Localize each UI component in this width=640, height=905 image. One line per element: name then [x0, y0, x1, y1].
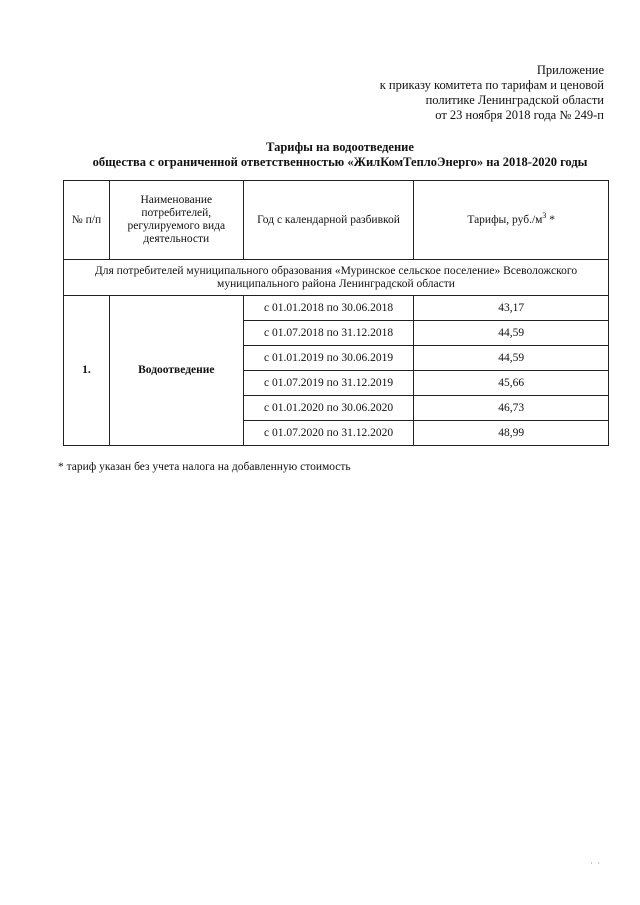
appendix-line-2: к приказу комитета по тарифам и ценовой	[379, 78, 604, 92]
header-name-line: регулируемого вида	[127, 220, 226, 232]
appendix-block	[324, 63, 604, 123]
header-name-line: деятельности	[143, 233, 210, 245]
header-number: № п/п	[64, 181, 110, 260]
section-line-2: муниципального района Ленинградской области	[217, 277, 455, 290]
period-cell: с 01.01.2018 по 30.06.2018	[243, 296, 414, 321]
period-cell: с 01.07.2019 по 31.12.2019	[243, 371, 414, 396]
tariff-cell: 48,99	[414, 421, 609, 446]
scan-mark: · ·	[590, 858, 602, 868]
title-line-2: общества с ограниченной ответственностью «ЖилКомТеплоЭнерго» на 2018-2020 годы	[92, 155, 588, 169]
tariff-cell: 44,59	[414, 346, 609, 371]
period-cell: с 01.01.2019 по 30.06.2019	[243, 346, 414, 371]
header-tariff-label: Тарифы, руб./м	[467, 213, 543, 226]
header-name-line: Наименование	[140, 194, 213, 206]
appendix-line-4: от 23 ноября 2018 года № 249-п	[435, 108, 604, 122]
period-cell: с 01.01.2020 по 30.06.2020	[243, 396, 414, 421]
tariff-cell: 44,59	[414, 321, 609, 346]
section-line-1: Для потребителей муниципального образования «Муринское сельское поселение» Всеволожского	[94, 264, 578, 277]
header-name-line: потребителей,	[141, 207, 212, 219]
header-period: Год с календарной разбивкой	[243, 181, 414, 260]
document-title	[40, 140, 640, 170]
section-row	[64, 260, 609, 296]
header-tariff	[414, 181, 609, 260]
period-cell: с 01.07.2020 по 31.12.2020	[243, 421, 414, 446]
tariff-cell: 45,66	[414, 371, 609, 396]
item-service: Водоотведение	[109, 296, 243, 446]
table-header-row	[64, 181, 609, 260]
appendix-line-3: политике Ленинградской области	[425, 93, 604, 107]
header-tariff-sup: 3	[542, 210, 547, 220]
appendix-line-1: Приложение	[536, 63, 604, 77]
tariff-table	[63, 180, 609, 446]
header-tariff-asterisk: *	[546, 213, 556, 226]
table-row	[64, 296, 609, 321]
tariff-cell: 46,73	[414, 396, 609, 421]
header-consumer-name	[109, 181, 243, 260]
tariff-cell: 43,17	[414, 296, 609, 321]
item-number: 1.	[64, 296, 110, 446]
section-heading	[64, 260, 609, 296]
footnote: * тариф указан без учета налога на добавленную стоимость	[58, 461, 351, 473]
title-line-1: Тарифы на водоотведение	[266, 140, 414, 154]
period-cell: с 01.07.2018 по 31.12.2018	[243, 321, 414, 346]
